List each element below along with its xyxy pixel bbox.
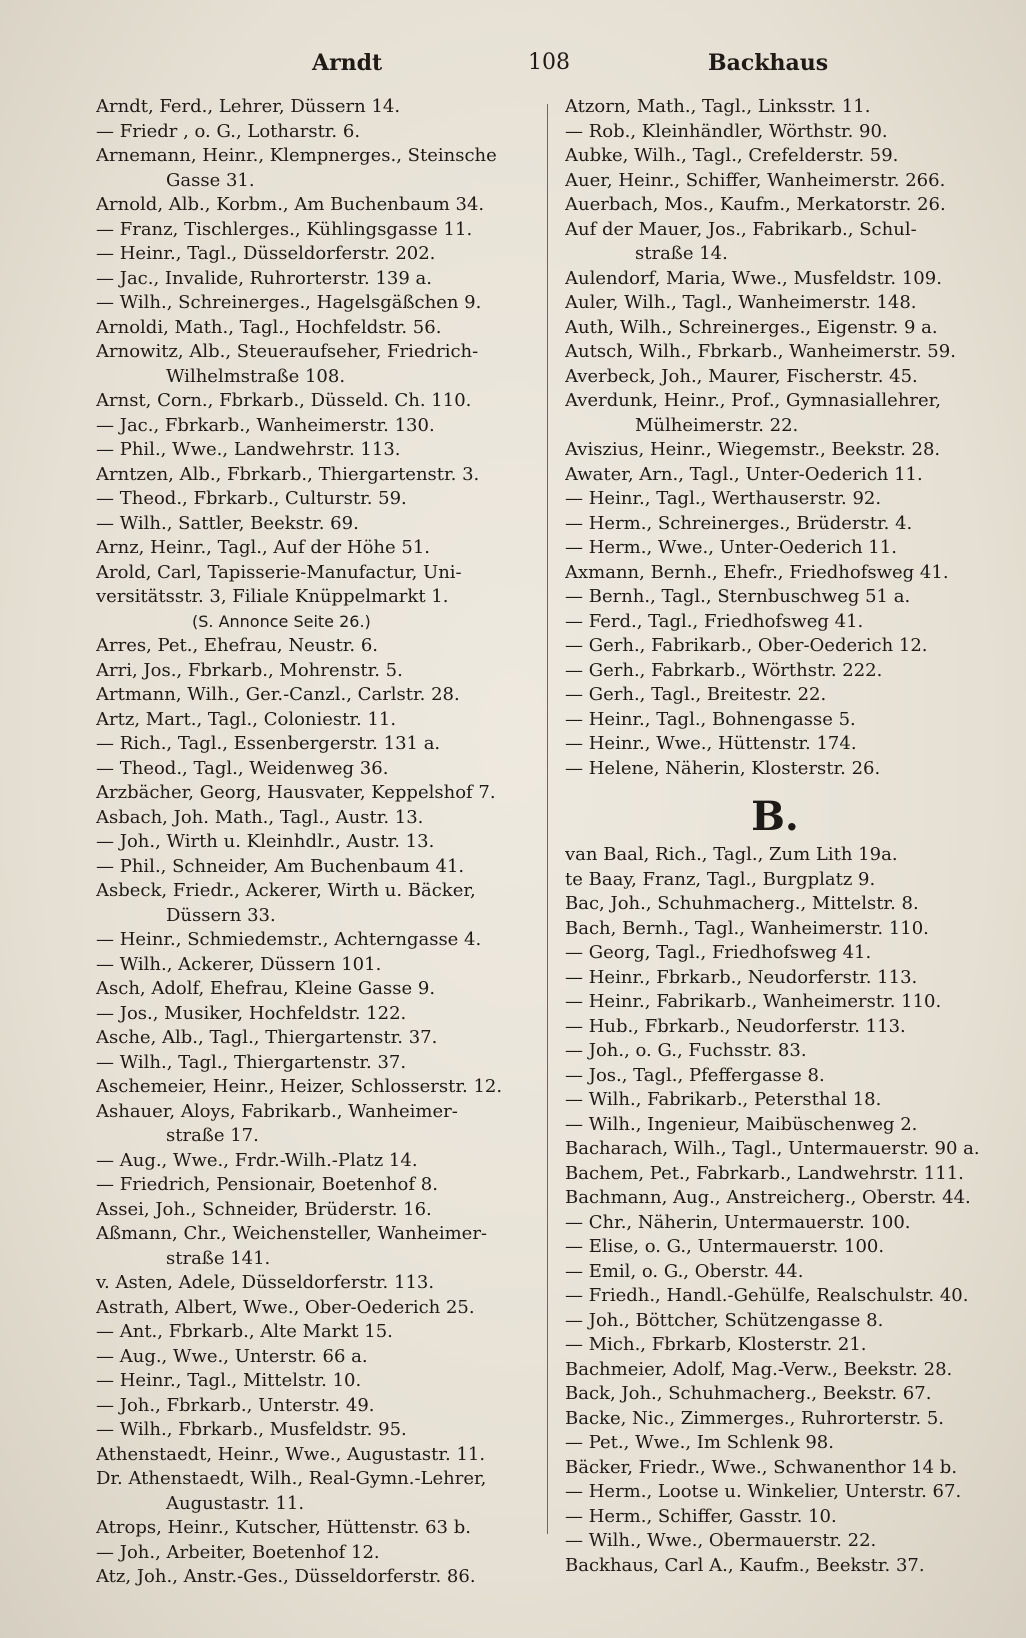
entry: — Phil., Schneider, Am Buchenbaum 41. [96,855,465,877]
entry: Auer, Heinr., Schiffer, Wanheimerstr. 266. [565,169,946,191]
entry: — Friedr , o. G., Lotharstr. 6. [96,120,361,142]
entry: — Jos., Musiker, Hochfeldstr. 122. [96,1002,407,1024]
entry: — Ferd., Tagl., Friedhofsweg 41. [565,610,864,632]
entry: Bac, Joh., Schuhmacherg., Mittelstr. 8. [565,893,919,914]
entry-continuation: Augustastr. 11. [166,1492,305,1514]
entry: Bach, Bernh., Tagl., Wanheimerstr. 110. [565,917,929,939]
entry: v. Asten, Adele, Düsseldorferstr. 113. [96,1272,435,1293]
entry: — Herm., Lootse u. Winkelier, Unterstr. 67. [565,1481,962,1502]
entry: Asche, Alb., Tagl., Thiergartenstr. 37. [96,1027,438,1048]
page-number: 108 [528,50,570,75]
entry: — Joh., Böttcher, Schützengasse 8. [565,1309,884,1331]
entry: Dr. Athenstaedt, Wilh., Real-Gymn.-Lehrer, [96,1468,487,1489]
entry: Bachem, Pet., Fabrkarb., Landwehrstr. 111. [565,1162,964,1184]
entry: Arndt, Ferd., Lehrer, Düssern 14. [96,96,401,117]
entry-continuation: straße 17. [166,1125,259,1146]
entry: — Gerh., Tagl., Breitestr. 22. [565,684,827,705]
entry: — Emil, o. G., Oberstr. 44. [565,1260,804,1282]
entry: — Wilh., Schreinerges., Hagelsgäßchen 9. [96,292,482,313]
entry: Aschemeier, Heinr., Heizer, Schlosserstr. 12. [96,1076,503,1097]
entry: Bachmann, Aug., Anstreicherg., Oberstr. 44. [565,1187,971,1208]
entry: Arnoldi, Math., Tagl., Hochfeldstr. 56. [96,316,442,338]
entry: — Joh., Fbrkarb., Unterstr. 49. [96,1394,375,1416]
entry: — Friedrich, Pensionair, Boetenhof 8. [96,1174,438,1195]
entry: Atz, Joh., Anstr.-Ges., Düsseldorferstr. 86. [96,1566,476,1587]
entry: Axmann, Bernh., Ehefr., Friedhofsweg 41. [565,561,949,583]
entry: versitätsstr. 3, Filiale Knüppelmarkt 1. [96,586,449,607]
entry: Arnowitz, Alb., Steueraufseher, Friedrich- [96,341,479,362]
entry: Aulendorf, Maria, Wwe., Musfeldstr. 109. [565,267,942,289]
entry: te Baay, Franz, Tagl., Burgplatz 9. [565,868,876,890]
header-right-keyword: Backhaus [708,50,829,76]
entry: — Wilh., Sattler, Beekstr. 69. [96,512,359,534]
entry: — Mich., Fbrkarb, Klosterstr. 21. [565,1334,867,1355]
entry: Ashauer, Aloys, Fabrikarb., Wanheimer- [96,1100,458,1122]
entry-continuation: Mülheimerstr. 22. [635,414,799,436]
entry: — Wilh., Wwe., Obermauerstr. 22. [565,1530,877,1551]
entry: — Heinr., Wwe., Hüttenstr. 174. [565,733,857,754]
left-column [96,95,531,1590]
entry: Arnz, Heinr., Tagl., Auf der Höhe 51. [96,537,431,558]
entry: — Wilh., Tagl., Thiergartenstr. 37. [96,1051,407,1073]
entry: Arold, Carl, Tapisserie-Manufactur, Uni- [96,561,462,583]
entry: Bäcker, Friedr., Wwe., Schwanenthor 14 b. [565,1456,958,1478]
entry: Auler, Wilh., Tagl., Wanheimerstr. 148. [565,292,917,313]
entry: Averdunk, Heinr., Prof., Gymnasiallehrer, [565,390,942,411]
entry: — Elise, o. G., Untermauerstr. 100. [565,1236,885,1257]
entry: — Georg, Tagl., Friedhofsweg 41. [565,942,872,963]
entry: Arnst, Corn., Fbrkarb., Düsseld. Ch. 110. [96,390,472,411]
entry: Bacharach, Wilh., Tagl., Untermauerstr. 90 a. [565,1138,980,1159]
entry: — Rob., Kleinhändler, Wörthstr. 90. [565,120,888,142]
entry: — Wilh., Ingenieur, Maibüschenweg 2. [565,1113,918,1135]
entry: Backhaus, Carl A., Kaufm., Beekstr. 37. [565,1554,925,1576]
entry: Asch, Adolf, Ehefrau, Kleine Gasse 9. [96,978,436,999]
entry: — Herm., Schreinerges., Brüderstr. 4. [565,512,913,534]
section-letter-b: B. [751,793,799,840]
annonce-note: (S. Annonce Seite 26.) [192,611,371,631]
entry: Arri, Jos., Fbrkarb., Mohrenstr. 5. [96,659,403,681]
entry: — Wilh., Ackerer, Düssern 101. [96,953,382,975]
page-header [0,50,1026,90]
entry: Aubke, Wilh., Tagl., Crefelderstr. 59. [565,145,899,166]
entry: — Joh., o. G., Fuchsstr. 83. [565,1040,807,1061]
entry: — Heinr., Tagl., Werthauserstr. 92. [565,488,882,509]
entry: Back, Joh., Schuhmacherg., Beekstr. 67. [565,1383,932,1404]
entry: — Franz, Tischlerges., Kühlingsgasse 11. [96,218,473,240]
entry: Artz, Mart., Tagl., Coloniestr. 11. [96,708,397,730]
entry: Athenstaedt, Heinr., Wwe., Augustastr. 11. [96,1443,486,1465]
entry: — Bernh., Tagl., Sternbuschweg 51 a. [565,586,911,607]
entry: — Heinr., Tagl., Bohnengasse 5. [565,708,856,730]
entry: Arzbächer, Georg, Hausvater, Keppelshof 7. [96,782,496,803]
entry: — Aug., Wwe., Frdr.-Wilh.-Platz 14. [96,1149,418,1171]
entry: — Wilh., Fbrkarb., Musfeldstr. 95. [96,1419,407,1440]
entry: — Jac., Invalide, Ruhrorterstr. 139 a. [96,267,432,289]
entry-continuation: straße 141. [166,1247,271,1269]
entry: — Gerh., Fabrikarb., Ober-Oederich 12. [565,635,928,656]
entry: — Herm., Schiffer, Gasstr. 10. [565,1505,837,1527]
entry: — Jos., Tagl., Pfeffergasse 8. [565,1064,825,1086]
entry: Autsch, Wilh., Fbrkarb., Wanheimerstr. 59. [565,341,956,362]
entry: — Theod., Fbrkarb., Culturstr. 59. [96,488,407,509]
entry: Astrath, Albert, Wwe., Ober-Oederich 25. [96,1296,475,1318]
entry: Artmann, Wilh., Ger.-Canzl., Carlstr. 28. [96,684,460,705]
entry: — Heinr., Tagl., Düsseldorferstr. 202. [96,243,436,264]
entry: — Hub., Fbrkarb., Neudorferstr. 113. [565,1015,906,1037]
entry: Arnemann, Heinr., Klempnerges., Steinsche [96,145,497,166]
entry-continuation: Düssern 33. [166,904,276,926]
header-left-keyword: Arndt [312,50,383,76]
entry: — Rich., Tagl., Essenbergerstr. 131 a. [96,733,441,754]
entry: — Friedh., Handl.-Gehülfe, Realschulstr. 40. [565,1285,969,1306]
entry: — Jac., Fbrkarb., Wanheimerstr. 130. [96,414,435,436]
entry: — Heinr., Tagl., Mittelstr. 10. [96,1370,362,1391]
entry: Auerbach, Mos., Kaufm., Merkatorstr. 26. [565,194,946,215]
entry-continuation: Wilhelmstraße 108. [166,365,346,387]
column-divider [547,104,548,1534]
entry-continuation: Gasse 31. [166,169,255,191]
entry: — Pet., Wwe., Im Schlenk 98. [565,1432,834,1453]
entry: — Heinr., Fbrkarb., Neudorferstr. 113. [565,966,918,988]
entry: Averbeck, Joh., Maurer, Fischerstr. 45. [565,365,918,387]
entry: Arnold, Alb., Korbm., Am Buchenbaum 34. [96,194,485,215]
entry: — Joh., Wirth u. Kleinhdlr., Austr. 13. [96,831,435,852]
entry: Awater, Arn., Tagl., Unter-Oederich 11. [565,463,923,485]
entry: Bachmeier, Adolf, Mag.-Verw., Beekstr. 28. [565,1358,953,1380]
entry: — Phil., Wwe., Landwehrstr. 113. [96,439,401,460]
entry: — Heinr., Fabrikarb., Wanheimerstr. 110. [565,991,942,1012]
entry: — Heinr., Schmiedemstr., Achterngasse 4. [96,929,482,950]
entry-continuation: straße 14. [635,243,728,264]
entry: — Herm., Wwe., Unter-Oederich 11. [565,537,897,558]
entry: Atzorn, Math., Tagl., Linksstr. 11. [565,96,871,117]
entry: Asbach, Joh. Math., Tagl., Austr. 13. [96,806,424,828]
entry: Assei, Joh., Schneider, Brüderstr. 16. [96,1198,432,1220]
entry: — Theod., Tagl., Weidenweg 36. [96,757,389,779]
entry: Arres, Pet., Ehefrau, Neustr. 6. [96,635,379,656]
entry: Aviszius, Heinr., Wiegemstr., Beekstr. 28. [565,439,941,460]
entry: — Helene, Näherin, Klosterstr. 26. [565,757,881,779]
entry: Auth, Wilh., Schreinerges., Eigenstr. 9 a. [565,316,938,338]
entry: — Chr., Näherin, Untermauerstr. 100. [565,1211,911,1233]
entry: — Wilh., Fabrikarb., Petersthal 18. [565,1089,882,1110]
right-column [565,95,985,1578]
entry: Backe, Nic., Zimmerges., Ruhrorterstr. 5. [565,1407,945,1429]
entry: Aßmann, Chr., Weichensteller, Wanheimer- [96,1223,487,1244]
entry: van Baal, Rich., Tagl., Zum Lith 19a. [565,844,898,865]
entry: — Gerh., Fabrkarb., Wörthstr. 222. [565,659,883,681]
entry: Asbeck, Friedr., Ackerer, Wirth u. Bäcker, [96,880,476,901]
entry: — Joh., Arbeiter, Boetenhof 12. [96,1541,380,1563]
entry: Atrops, Heinr., Kutscher, Hüttenstr. 63 b. [96,1517,471,1538]
entry: — Aug., Wwe., Unterstr. 66 a. [96,1345,368,1367]
entry: Arntzen, Alb., Fbrkarb., Thiergartenstr. 3. [96,463,480,485]
entry: Auf der Mauer, Jos., Fabrikarb., Schul- [565,218,917,240]
entry: — Ant., Fbrkarb., Alte Markt 15. [96,1321,393,1342]
